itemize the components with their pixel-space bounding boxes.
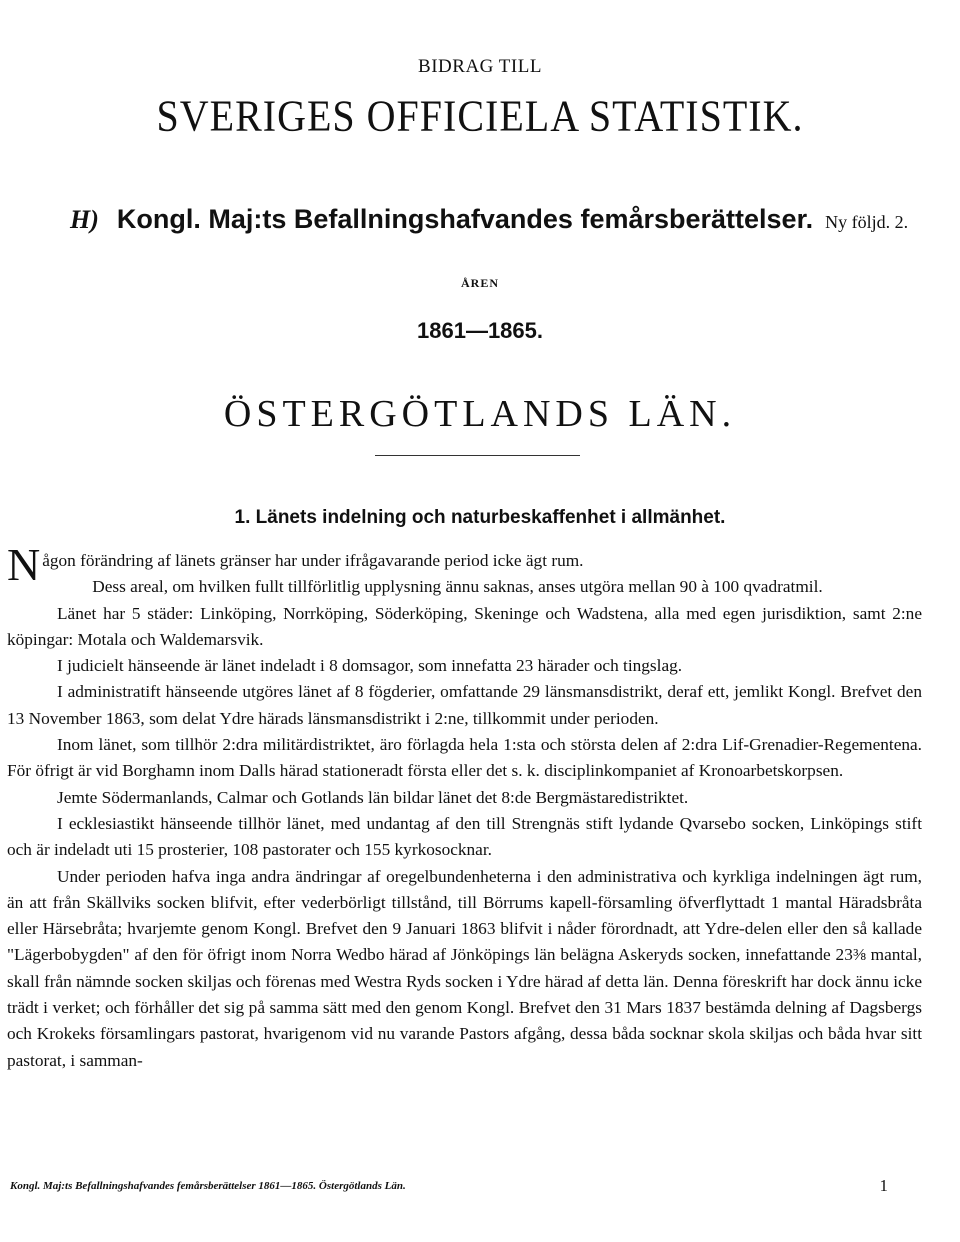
- drop-cap: N: [7, 539, 41, 590]
- paragraph: Länet har 5 städer: Linköping, Norrköping, Söderköping, Skeninge och Wadstena, alla med egen jurisdiktion, samt 2:ne köpingar: Motala och Waldemarsvik.: [7, 603, 922, 649]
- paragraph: I judicielt hänseende är länet indeladt i 8 domsagor, som innefatta 23 härader och tingslag.: [57, 656, 683, 676]
- series-ny-folj: Ny följd. 2.: [825, 212, 909, 232]
- paragraph: Inom länet, som tillhör 2:dra militärdistriktet, äro förlagda hela 1:sta och största delen af 2:dra Lif-Grenadier-Regementena. För öfrigt är vid Borghamn inom Dalls härad stationeradt första eller det s. k. disciplinkompaniet af Kronoarbetskorpsen.: [7, 735, 922, 781]
- footer-running-title: Kongl. Maj:ts Befallningshafvandes femårsberättelser 1861—1865. Östergötlands Län.: [10, 1180, 406, 1192]
- series-mark: H): [70, 205, 99, 234]
- aren-label: ÅREN: [460, 276, 499, 290]
- series-heading: [70, 204, 908, 235]
- paragraph: I administratift hänseende utgöres länet af 8 fögderier, omfattande 29 länsmansdistrikt, deraf ett, jemlikt Kongl. Brefvet den 13 November 1863, som delat Ydre härads länsmansdistrikt i 2:ne, tillkommit under perioden.: [7, 682, 922, 728]
- paragraph-text: ågon förändring af länets gränser har under ifrågavarande period icke ägt rum.: [42, 551, 584, 570]
- paragraph: Jemte Södermanlands, Calmar och Gotlands län bildar länet det 8:de Bergmästaredistriktet.: [57, 787, 689, 807]
- page-number: 1: [879, 1176, 888, 1195]
- paragraph: Under perioden hafva inga andra ändringar af oregelbundenheterna i den administrativa och kyrkliga indelningen ägt rum, än att från Skällviks socken blifvit, efter vederbörligt tillstånd, till Börrums kapell-församling öfverflyttadt 1 mantal Häradsbråta eller Härsebråta; hvarjemte genom Kongl. Brefvet den 9 Januari 1863 blifvit i nåder förordnadt, att Ydre-delen eller den så kallade "Lägerbobygden" af den för öfrigt inom Norra Wedbo härad af Jönköpings län belägna Askeryds socken, innefattande 23⅜ mantal, skall från nämnde socken skiljas och förenas med Westra Ryds socken i Ydre härad af detta län. Denna föreskrift har dock ännu icke trädt i verket; och förhåller det sig på samma sätt med den genom Kongl. Brefvet den 31 Mars 1837 bestämda delning af Dagsbergs och Krokeks församlingars pastorat, hvarigenom vid nu varande Pastors afgång, dessa båda socknar skola skiljas och båda hvar sitt pastorat, i samman-: [7, 866, 922, 1070]
- header-bidrag: BIDRAG TILL: [418, 56, 542, 77]
- paragraph: Dess areal, om hvilken fullt tillförlitlig upplysning ännu saknas, anses utgöra mellan 90 à 100 qvadratmil.: [92, 577, 823, 597]
- county-title: ÖSTERGÖTLANDS LÄN.: [223, 393, 737, 435]
- years-label: 1861—1865.: [417, 318, 543, 343]
- main-title: SVERIGES OFFICIELA STATISTIK.: [156, 90, 804, 141]
- paragraph: I ecklesiastikt hänseende tillhör länet, med undantag af den till Strengnäs stift lydande Qvarsebo socken, Linköpings stift och är indeladt uti 15 prosterier, 108 pastorater och 155 kyrkosocknar.: [7, 813, 922, 860]
- series-title: Kongl. Maj:ts Befallningshafvandes femårsberättelser.: [116, 204, 814, 234]
- body-text: [7, 539, 922, 1074]
- section-heading: 1. Länets indelning och naturbeskaffenhet i allmänhet.: [234, 507, 726, 528]
- title-rule: [375, 455, 580, 456]
